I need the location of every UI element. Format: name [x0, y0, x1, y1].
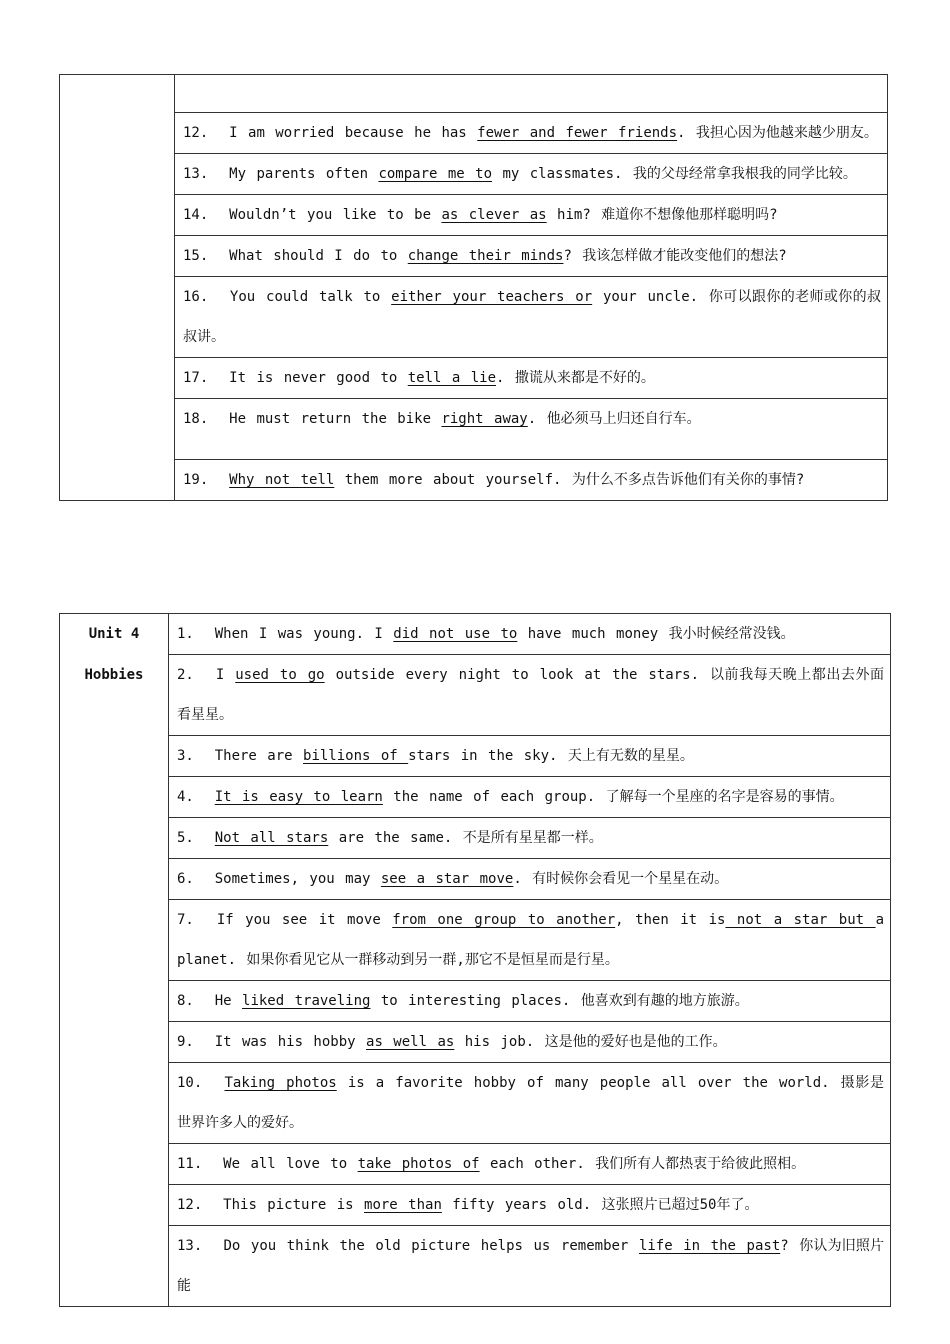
sentence-cell: [169, 736, 891, 777]
key-phrase: billions of: [303, 748, 409, 764]
key-phrase: liked traveling: [242, 993, 371, 1009]
table-row: [60, 777, 891, 818]
vocab-table-unit4: [59, 613, 891, 1307]
sentence-text: stars in the sky. 天上有无数的星星。: [408, 748, 694, 764]
sentence-text: them more about yourself. 为什么不多点告诉他们有关你的事情?: [334, 472, 805, 488]
table-row: [60, 358, 888, 399]
sentence-text: . 有时候你会看见一个星星在动。: [513, 871, 729, 887]
sentence-cell: [175, 195, 888, 236]
sentence-text: He must return the bike: [229, 411, 442, 427]
table-row: [60, 1144, 891, 1185]
sentence-number: 6.: [177, 871, 194, 887]
table-row: [60, 277, 888, 358]
sentence-text: ? 我该怎样做才能改变他们的想法?: [563, 248, 787, 264]
sentence-text: a planet. 如果你看见它从一群移动到另一群,那它不是恒星而是行星。: [177, 912, 885, 968]
sentence-text: Sometimes, you may: [214, 871, 381, 887]
key-phrase: compare me to: [378, 166, 493, 182]
sentence-text: Do you think the old picture helps us remember: [223, 1238, 639, 1254]
key-phrase: Taking photos: [224, 1075, 337, 1091]
sentence-text: We all love to: [223, 1156, 358, 1172]
sentence-text: . 撒谎从来都是不好的。: [496, 370, 655, 386]
table-row: [60, 859, 891, 900]
sentence-number: 9.: [177, 1034, 194, 1050]
sentence-cell: [169, 1226, 891, 1307]
key-phrase: see a star move: [380, 871, 514, 887]
sentence-number: 8.: [177, 993, 194, 1009]
sentence-number: 2.: [177, 667, 194, 683]
sentence-cell: [169, 614, 891, 655]
sentence-number: 4.: [177, 789, 194, 805]
sentence-text: is a favorite hobby of many people all over the world. 摄影是世界许多人的爱好。: [177, 1075, 885, 1131]
key-phrase: as clever as: [441, 207, 547, 223]
sentence-text: have much money 我小时候经常没钱。: [517, 626, 795, 642]
sentence-cell: [175, 460, 888, 501]
sentence-text: fifty years old. 这张照片已超过50年了。: [441, 1197, 759, 1213]
sentence-cell: [175, 75, 888, 113]
sentence-number: 12.: [183, 125, 209, 141]
key-phrase: change their minds: [407, 248, 564, 264]
sentence-text: My parents often: [229, 166, 379, 182]
sentence-number: 5.: [177, 830, 194, 846]
sentence-cell: [169, 1144, 891, 1185]
sentence-cell: [169, 1185, 891, 1226]
key-phrase: Why not tell: [229, 472, 335, 488]
table-row: [60, 655, 891, 736]
sentence-number: 19.: [183, 472, 209, 488]
sentence-text: . 我担心因为他越来越少朋友。: [677, 125, 878, 141]
sentence-text: my classmates. 我的父母经常拿我根我的同学比较。: [492, 166, 857, 182]
sentence-cell: [175, 399, 888, 460]
table-row: [60, 399, 888, 460]
sentence-text: What should I do to: [229, 248, 408, 264]
sentence-text: He: [214, 993, 243, 1009]
sentence-text: him? 难道你不想像他那样聪明吗?: [546, 207, 778, 223]
key-phrase: life in the past: [638, 1238, 781, 1254]
sentence-number: 15.: [183, 248, 209, 264]
table1-body: [60, 75, 888, 501]
sentence-cell: [175, 358, 888, 399]
sentence-number: 10.: [177, 1075, 203, 1091]
row-spacer: [183, 439, 881, 459]
table-row: [60, 154, 888, 195]
key-phrase: more than: [364, 1197, 442, 1213]
sentence-cell: [175, 236, 888, 277]
sentence-text: are the same. 不是所有星星都一样。: [328, 830, 603, 846]
table-row: [60, 113, 888, 154]
key-phrase: as well as: [366, 1034, 455, 1050]
table-row: [60, 75, 888, 113]
table-row: [60, 818, 891, 859]
sentence-number: 11.: [177, 1156, 203, 1172]
table-row: [60, 900, 891, 981]
sentence-number: 18.: [183, 411, 209, 427]
table-row: [60, 614, 891, 655]
unit-cell: [60, 614, 169, 1307]
sentence-number: 13.: [183, 166, 209, 182]
sentence-cell: [169, 859, 891, 900]
vocab-table-unit3: [59, 74, 888, 501]
unit-cell: [60, 75, 175, 501]
sentence-number: 3.: [177, 748, 194, 764]
table-row: [60, 1063, 891, 1144]
sentence-text: outside every night to look at the stars. 以前我每天晚上都出去外面看星星。: [177, 667, 884, 723]
sentence-text: Wouldn’t you like to be: [229, 207, 442, 223]
table2-body: [60, 614, 891, 1307]
sentence-text: I am worried because he has: [229, 125, 478, 141]
sentence-text: This picture is: [223, 1197, 365, 1213]
sentence-cell: [169, 1022, 891, 1063]
key-phrase: did not use to: [393, 626, 518, 642]
table-row: [60, 1226, 891, 1307]
key-phrase: used to go: [235, 667, 325, 683]
sentence-text: It is never good to: [229, 370, 408, 386]
sentence-number: 1.: [177, 626, 194, 642]
key-phrase: Not all stars: [214, 830, 329, 846]
sentence-cell: [169, 981, 891, 1022]
key-phrase: either your teachers or: [391, 289, 593, 305]
sentence-cell: [175, 113, 888, 154]
sentence-number: 16.: [183, 289, 209, 305]
table-row: [60, 1185, 891, 1226]
sentence-text: the name of each group. 了解每一个星座的名字是容易的事情。: [382, 789, 844, 805]
unit-title: Hobbies: [84, 667, 144, 683]
table-row: [60, 195, 888, 236]
sentence-text: If you see it move: [216, 912, 393, 928]
sentence-number: 7.: [177, 912, 194, 928]
sentence-cell: [169, 900, 891, 981]
key-phrase: take photos of: [357, 1156, 480, 1172]
sentence-text: It was his hobby: [214, 1034, 367, 1050]
table-row: [60, 981, 891, 1022]
sentence-text: his job. 这是他的爱好也是他的工作。: [454, 1034, 727, 1050]
sentence-cell: [175, 154, 888, 195]
key-phrase: fewer and fewer friends: [477, 125, 678, 141]
sentence-cell: [169, 655, 891, 736]
sentence-text: When I was young. I: [214, 626, 394, 642]
sentence-number: 12.: [177, 1197, 203, 1213]
table-row: [60, 736, 891, 777]
table-row: [60, 460, 888, 501]
sentence-text: , then it is: [615, 912, 726, 928]
key-phrase: from one group to another: [392, 912, 616, 928]
sentence-cell: [175, 277, 888, 358]
sentence-text: to interesting places. 他喜欢到有趣的地方旅游。: [370, 993, 749, 1009]
sentence-text: You could talk to: [229, 289, 392, 305]
key-phrase: not a star but: [725, 912, 876, 928]
sentence-cell: [169, 1063, 891, 1144]
table-row: [60, 1022, 891, 1063]
sentence-text: ? 你认为旧照片能: [177, 1238, 885, 1294]
sentence-text: . 他必须马上归还自行车。: [527, 411, 701, 427]
sentence-text: There are: [214, 748, 304, 764]
sentence-text: I: [215, 667, 236, 683]
key-phrase: It is easy to learn: [214, 789, 383, 805]
sentence-number: 13.: [177, 1238, 203, 1254]
key-phrase: right away: [441, 411, 528, 427]
table-row: [60, 236, 888, 277]
sentence-cell: [169, 818, 891, 859]
sentence-text: your uncle. 你可以跟你的老师或你的叔叔讲。: [183, 289, 882, 345]
sentence-number: 17.: [183, 370, 209, 386]
sentence-number: 14.: [183, 207, 209, 223]
sentence-cell: [169, 777, 891, 818]
key-phrase: tell a lie: [407, 370, 497, 386]
unit-number: Unit 4: [88, 626, 140, 642]
sentence-text: each other. 我们所有人都热衷于给彼此照相。: [479, 1156, 806, 1172]
